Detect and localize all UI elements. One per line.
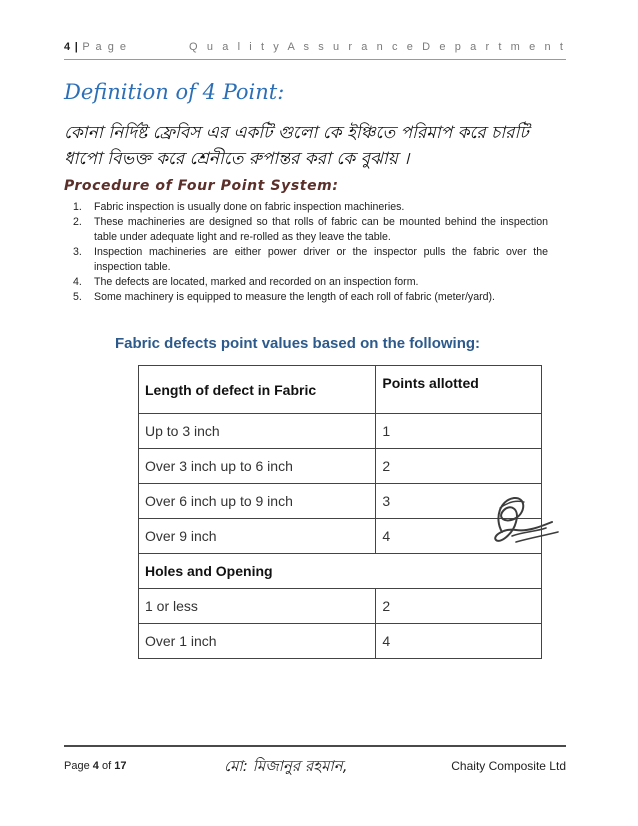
- procedure-step: [73, 275, 548, 290]
- table-row: [139, 589, 542, 624]
- footer-page-indicator: [64, 760, 126, 772]
- page-header: [64, 41, 566, 60]
- header-page-word: P a g e: [82, 41, 128, 53]
- footer-page-of: of: [101, 760, 112, 772]
- points-cell: 1: [376, 414, 542, 449]
- header-page-indicator: 4 | P a g e: [64, 41, 128, 53]
- points-cell: 4: [376, 519, 542, 554]
- hole-size-cell: Over 1 inch: [139, 624, 376, 659]
- points-cell: 3: [376, 484, 542, 519]
- hole-size-cell: 1 or less: [139, 589, 376, 624]
- step-text: Inspection machineries are either power driver or the inspector pulls the fabric over the inspection table.: [94, 246, 548, 273]
- defect-length-cell: Over 3 inch up to 6 inch: [139, 449, 376, 484]
- procedure-step: [73, 200, 548, 215]
- table-row: [139, 624, 542, 659]
- step-number: 1.: [73, 201, 82, 213]
- page-footer: [64, 745, 566, 777]
- holes-section-heading: Holes and Opening: [139, 554, 542, 589]
- column-header-points: Points allotted: [376, 366, 542, 414]
- table-row: [139, 484, 542, 519]
- header-department: Q u a l i t y A s s u r a n c e D e p a r t m e n t: [189, 41, 566, 53]
- step-number: 5.: [73, 291, 82, 303]
- points-cell: 2: [376, 449, 542, 484]
- footer-author-name: মো: মিজানুর রহমান,: [224, 757, 348, 775]
- procedure-step: [73, 290, 548, 305]
- column-header-length: Length of defect in Fabric: [139, 366, 376, 414]
- step-number: 2.: [73, 216, 82, 228]
- table-row: [139, 519, 542, 554]
- defect-length-cell: Over 6 inch up to 9 inch: [139, 484, 376, 519]
- defect-points-heading: Fabric defects point values based on the following:: [115, 335, 481, 352]
- defect-length-cell: Up to 3 inch: [139, 414, 376, 449]
- footer-page-current: 4: [92, 760, 99, 772]
- footer-page-total: 17: [114, 760, 127, 772]
- header-page-number: 4: [64, 41, 71, 53]
- procedure-steps-list: [73, 200, 548, 305]
- procedure-step: [73, 245, 548, 275]
- table-row: [139, 414, 542, 449]
- table-section-row: [139, 554, 542, 589]
- step-number: 4.: [73, 276, 82, 288]
- footer-page-label: Page: [64, 760, 90, 772]
- definition-heading: Definition of 4 Point:: [64, 80, 285, 104]
- step-text: Some machinery is equipped to measure the length of each roll of fabric (meter/yard).: [94, 291, 495, 303]
- procedure-step: [73, 215, 548, 245]
- footer-company-name: Chaity Composite Ltd: [451, 759, 566, 773]
- points-cell: 2: [376, 589, 542, 624]
- step-number: 3.: [73, 246, 82, 258]
- definition-text: কোনা নির্দিষ্ট ফ্রেবিস এর একটি গুলো কে ইঞ্চিতে পরিমাপ করে চারটি ধাপো বিভক্ত করে শ্রেনীতে রুপান্তর করা কে বুঝায় ।: [64, 123, 529, 169]
- table-row: [139, 449, 542, 484]
- defect-points-table: [138, 365, 542, 659]
- procedure-heading: Procedure of Four Point System:: [64, 178, 339, 194]
- step-text: These machineries are designed so that rolls of fabric can be mounted behind the inspection table under adequate light and re-rolled as they leave the table.: [94, 216, 548, 243]
- defect-length-cell: Over 9 inch: [139, 519, 376, 554]
- step-text: Fabric inspection is usually done on fabric inspection machineries.: [94, 201, 405, 213]
- table-header-row: [139, 366, 542, 414]
- handwritten-signature: [486, 488, 568, 554]
- step-text: The defects are located, marked and recorded on an inspection form.: [94, 276, 419, 288]
- points-cell: 4: [376, 624, 542, 659]
